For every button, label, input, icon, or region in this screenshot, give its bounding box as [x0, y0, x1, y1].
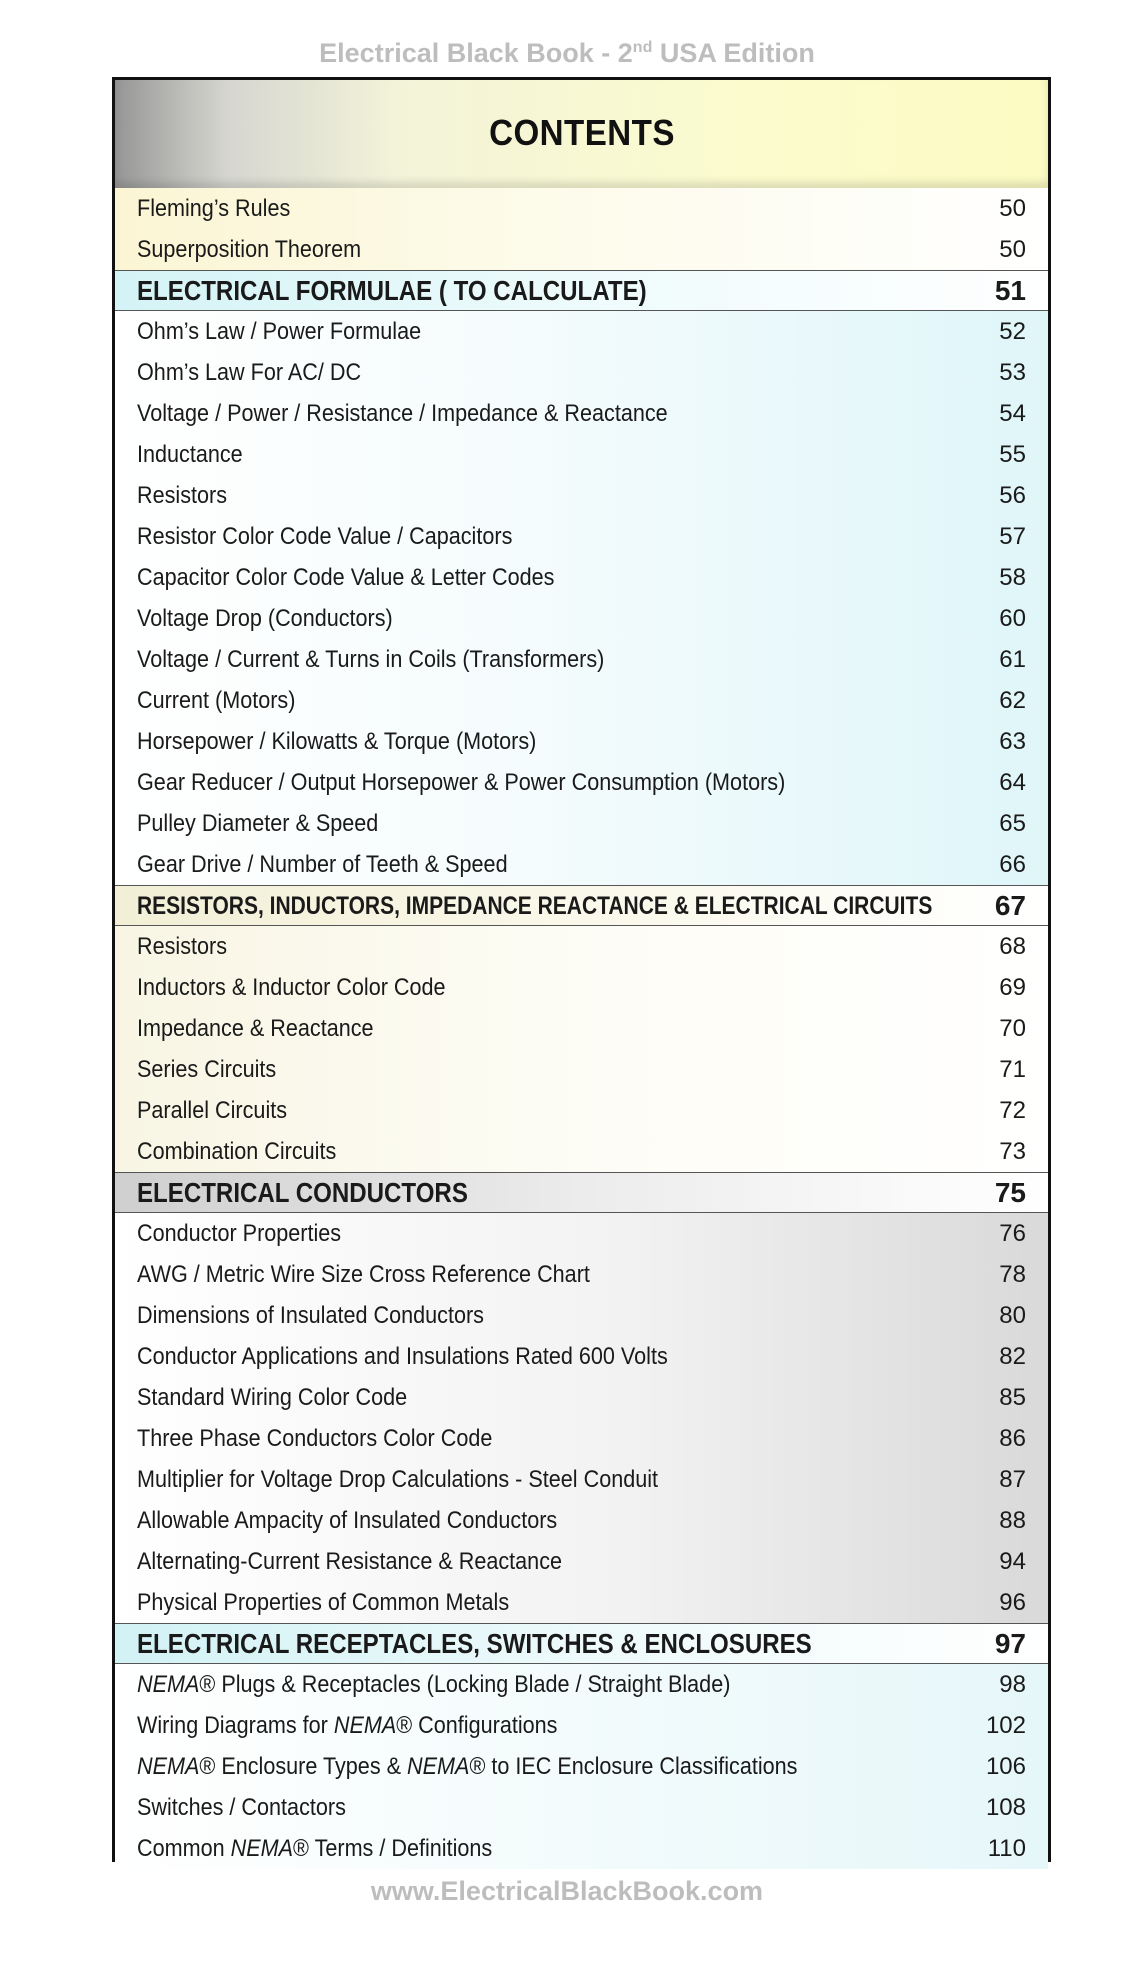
toc-entry[interactable]: AWG / Metric Wire Size Cross Reference Chart 78: [137, 1261, 1026, 1288]
toc-entry[interactable]: Multiplier for Voltage Drop Calculations - Steel Conduit 87: [137, 1466, 1026, 1493]
toc-entry[interactable]: Impedance & Reactance 70: [137, 1015, 1026, 1042]
toc-section-resistors-circuits: [115, 885, 1048, 1172]
toc-entry[interactable]: Parallel Circuits 72: [137, 1097, 1026, 1124]
toc-entry[interactable]: Current (Motors) 62: [137, 687, 1026, 714]
nema-brand: NEMA: [137, 1671, 200, 1698]
toc-entry[interactable]: Inductance 55: [137, 441, 1026, 468]
toc-entry[interactable]: Superposition Theorem 50: [137, 236, 1026, 263]
toc-entry[interactable]: Common NEMA® Terms / Definitions 110: [137, 1835, 1026, 1862]
toc-entry[interactable]: Wiring Diagrams for NEMA® Configurations 102: [137, 1712, 1026, 1739]
toc-entry[interactable]: Conductor Properties 76: [137, 1220, 1026, 1247]
toc-entry[interactable]: Three Phase Conductors Color Code 86: [137, 1425, 1026, 1452]
nema-brand: NEMA: [230, 1835, 294, 1862]
toc-entry[interactable]: Gear Drive / Number of Teeth & Speed 66: [137, 851, 1026, 878]
toc-section-heading[interactable]: ELECTRICAL FORMULAE ( TO CALCULATE) 51: [115, 270, 1048, 311]
toc-entry[interactable]: Resistors 68: [137, 933, 1026, 960]
contents-title-bar: [115, 80, 1048, 191]
toc-entry[interactable]: Ohm’s Law / Power Formulae 52: [137, 318, 1026, 345]
toc-section-receptacles: [115, 1623, 1048, 1869]
toc-section-heading[interactable]: RESISTORS, INDUCTORS, IMPEDANCE REACTANCE & ELECTRICAL CIRCUITS 67: [115, 885, 1048, 926]
toc-entry[interactable]: Resistors 56: [137, 482, 1026, 509]
toc-section-electrical-formulae: [115, 270, 1048, 885]
toc-entry[interactable]: Ohm’s Law For AC/ DC 53: [137, 359, 1026, 386]
book-edition-header: Electrical Black Book - 2nd USA Edition: [319, 38, 815, 68]
toc-section-heading[interactable]: ELECTRICAL CONDUCTORS 75: [115, 1172, 1048, 1213]
toc-section-conductors: [115, 1172, 1048, 1623]
toc-entry[interactable]: Switches / Contactors 108: [137, 1794, 1026, 1821]
toc-section-heading[interactable]: ELECTRICAL RECEPTACLES, SWITCHES & ENCLOSURES 97: [115, 1623, 1048, 1664]
toc-entry[interactable]: Voltage / Power / Resistance / Impedance & Reactance 54: [137, 400, 1026, 427]
toc-section-continued: [115, 188, 1048, 270]
toc-entry[interactable]: Allowable Ampacity of Insulated Conductors 88: [137, 1507, 1026, 1534]
toc-entry[interactable]: Pulley Diameter & Speed 65: [137, 810, 1026, 837]
toc-entry[interactable]: Horsepower / Kilowatts & Torque (Motors) 63: [137, 728, 1026, 755]
toc-entry[interactable]: Gear Reducer / Output Horsepower & Power Consumption (Motors) 64: [137, 769, 1026, 796]
toc-entry[interactable]: Physical Properties of Common Metals 96: [137, 1589, 1026, 1616]
nema-brand: NEMA: [333, 1712, 397, 1739]
toc-entry[interactable]: Combination Circuits 73: [137, 1138, 1026, 1165]
toc-entry[interactable]: Dimensions of Insulated Conductors 80: [137, 1302, 1026, 1329]
contents-box: [112, 77, 1051, 1862]
toc-entry[interactable]: Resistor Color Code Value / Capacitors 57: [137, 523, 1026, 550]
toc-entry[interactable]: Inductors & Inductor Color Code 69: [137, 974, 1026, 1001]
toc-entry[interactable]: Conductor Applications and Insulations Rated 600 Volts 82: [137, 1343, 1026, 1370]
toc-entry[interactable]: Voltage Drop (Conductors) 60: [137, 605, 1026, 632]
toc-entry[interactable]: Series Circuits 71: [137, 1056, 1026, 1083]
toc-entry[interactable]: Standard Wiring Color Code 85: [137, 1384, 1026, 1411]
website-footer[interactable]: www.ElectricalBlackBook.com: [370, 1876, 764, 1906]
toc-entry[interactable]: NEMA® Plugs & Receptacles (Locking Blade / Straight Blade) 98: [137, 1671, 1026, 1698]
toc-entry[interactable]: Capacitor Color Code Value & Letter Codes 58: [137, 564, 1026, 591]
toc-entry[interactable]: Voltage / Current & Turns in Coils (Transformers) 61: [137, 646, 1026, 673]
toc-entry[interactable]: Alternating-Current Resistance & Reactance 94: [137, 1548, 1026, 1575]
toc-entry[interactable]: NEMA® Enclosure Types & NEMA® to IEC Enclosure Classifications 106: [137, 1753, 1026, 1780]
nema-brand: NEMA: [407, 1753, 470, 1780]
toc-entry[interactable]: Fleming’s Rules 50: [137, 195, 1026, 222]
page-title: CONTENTS: [488, 112, 675, 153]
nema-brand: NEMA: [137, 1753, 200, 1780]
